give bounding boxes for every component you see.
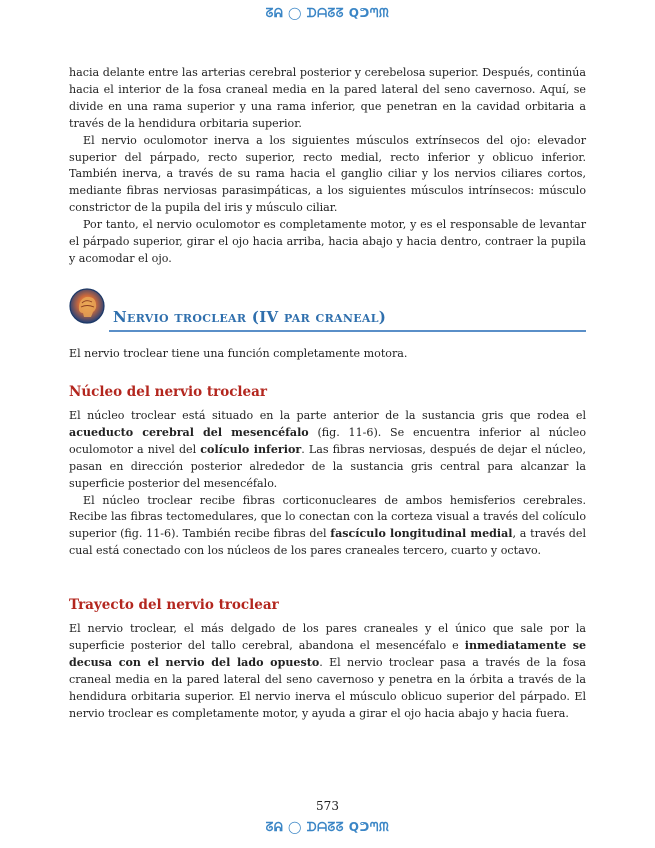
watermark-bottom: ᘔᕱ ◯ ᗪᗩᘔᘔ Qᕤᘉᙏ: [265, 820, 390, 834]
page-number: 573: [316, 799, 339, 813]
subheading-nucleus: Núcleo del nervio troclear: [69, 384, 267, 400]
bold-term: colículo inferior: [200, 442, 302, 456]
section-title: Nervio troclear (IV par craneal): [113, 308, 387, 326]
course-text: [69, 621, 586, 722]
bold-term: acueducto cerebral del mesencéfalo: [69, 425, 309, 439]
section-divider: [109, 330, 586, 332]
paragraph: El nervio troclear tiene una función completamente motora.: [69, 347, 408, 360]
paragraph: Por tanto, el nervio oculomotor es completamente motor, y es el responsable de levantar el párpado superior, girar el ojo hacia arriba, hacia abajo y hacia dentro, contraer la pupila y acomodar el ojo.: [69, 218, 586, 265]
brain-head-icon: [69, 288, 105, 324]
nucleus-text: [69, 408, 586, 560]
watermark-top: ᘔᕱ ◯ ᗪᗩᘔᘔ Qᕤᘉᙏ: [265, 6, 390, 20]
section-header: [69, 288, 586, 334]
bold-term: inmediatamente se decusa con el nervio del lado opuesto: [69, 638, 587, 669]
paragraph: El nervio oculomotor inerva a los siguientes músculos extrínsecos del ojo: elevador superior del párpado, recto superior, recto medial, recto inferior y oblicuo inferior. También inerva, a través de su rama hacia el ganglio ciliar y los nervios ciliares cortos, mediante fibras nerviosas parasimpáticas, a los siguientes músculos intrínsecos: músculo constrictor de la pupila del iris y músculo ciliar.: [69, 133, 586, 215]
bold-term: fascículo longitudinal medial: [330, 527, 513, 541]
section-lead: [69, 346, 586, 363]
paragraph: hacia delante entre las arterias cerebral posterior y cerebelosa superior. Después, continúa hacia el interior de la fosa craneal media en la pared lateral del seno cavernoso. Aquí, se divide en una rama superior y una rama inferior, que penetran en la cavidad orbitaria a través de la hendidura orbitaria superior.: [69, 66, 586, 130]
intro-text: [69, 65, 586, 268]
paragraph: El núcleo troclear está situado en la parte anterior de la sustancia gris que rodea el acueducto cerebral del mesencéfalo (fig. 11-6). Se encuentra inferior al núcleo oculomotor a nivel del colículo inferior. Las fibras nerviosas, después de dejar el núcleo, pasan en dirección posterior alrededor de la sustancia gris central para alcanzar la superficie posterior del mesencéfalo.: [69, 409, 586, 490]
subheading-course: Trayecto del nervio troclear: [69, 597, 279, 613]
paragraph: El nervio troclear, el más delgado de los pares craneales y el único que sale por la superficie posterior del tallo cerebral, abandona el mesencéfalo e inmediatamente se decusa con el nervio del lado opuesto. El nervio troclear pasa a través de la fosa craneal media en la pared lateral del seno cavernoso y penetra en la órbita a través de la hendidura orbitaria superior. El nervio inerva el músculo oblicuo superior del párpado. El nervio troclear es completamente motor, y ayuda a girar el ojo hacia abajo y hacia fuera.: [69, 622, 587, 720]
paragraph: El núcleo troclear recibe fibras corticonucleares de ambos hemisferios cerebrales. Recibe las fibras tectomedulares, que lo conectan con la corteza visual a través del colículo superior (fig. 11-6). También recibe fibras del fascículo longitudinal medial, a través del cual está conectado con los núcleos de los pares craneales tercero, cuarto y octavo.: [69, 493, 586, 558]
